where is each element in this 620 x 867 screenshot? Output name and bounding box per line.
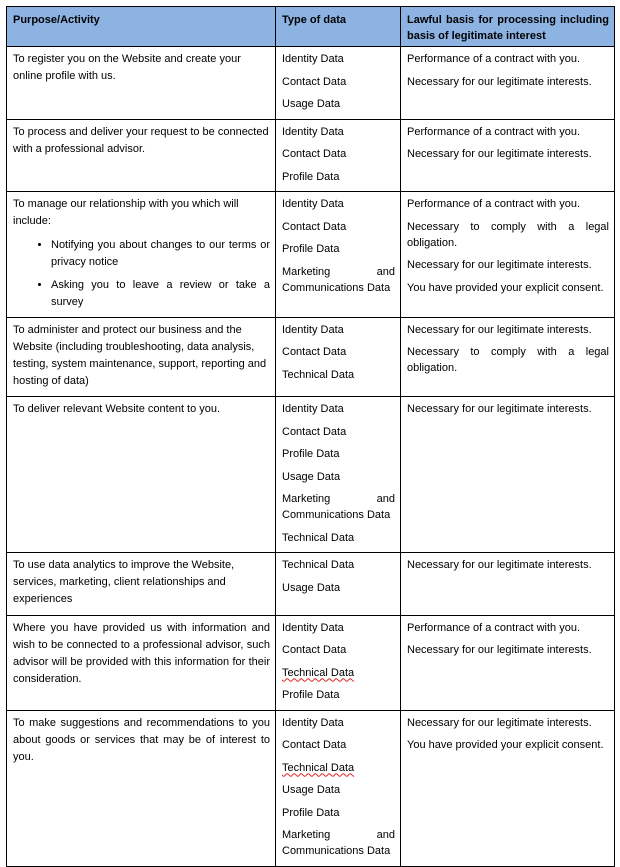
- purpose-cell: [7, 553, 276, 616]
- purpose-text: To use data analytics to improve the Website, services, marketing, client relationships and experiences: [13, 559, 235, 605]
- purpose-cell: [7, 192, 276, 318]
- type-of-data-cell: [276, 119, 401, 192]
- data-type-item: Profile Data: [282, 806, 340, 819]
- data-type-item: Marketing and Communications Data: [282, 265, 395, 294]
- purpose-bullet: • Notifying you about changes to our terms or privacy notice: [51, 237, 270, 271]
- data-type-item: Profile Data: [282, 243, 340, 255]
- table-row: [7, 192, 615, 318]
- table-row: [7, 47, 615, 120]
- data-type-item: Usage Data: [282, 581, 341, 594]
- lawful-basis-cell: [401, 192, 615, 318]
- data-type-item: Contact Data: [282, 148, 347, 160]
- data-type-item: Technical Data: [282, 761, 355, 774]
- data-type-item: Technical Data: [282, 559, 355, 571]
- lawful-basis-cell: [401, 47, 615, 120]
- data-type-item: Identity Data: [282, 621, 344, 634]
- data-type-item: Identity Data: [282, 403, 344, 415]
- data-type-item: Profile Data: [282, 170, 340, 183]
- lawful-basis-cell: [401, 615, 615, 710]
- lawful-basis-item: Necessary for our legitimate interests.: [407, 559, 592, 571]
- data-type-item: Contact Data: [282, 75, 347, 88]
- data-type-item: Identity Data: [282, 323, 344, 336]
- lawful-basis-item: Necessary for our legitimate interests.: [407, 75, 592, 88]
- purpose-text: To register you on the Website and create your online profile with us.: [13, 53, 241, 82]
- purpose-cell: [7, 710, 276, 866]
- purpose-cell: [7, 119, 276, 192]
- lawful-basis-item: Necessary for our legitimate interests.: [407, 403, 592, 415]
- purpose-cell: [7, 47, 276, 120]
- purpose-text: To administer and protect our business and the Website (including troubleshooting, data analysis, testing, system maintenance, support, reporting and hosting of data): [13, 323, 267, 387]
- lawful-basis-item: Necessary to comply with a legal obligation.: [407, 220, 609, 249]
- lawful-basis-table: [6, 6, 615, 867]
- data-type-item: Contact Data: [282, 739, 347, 751]
- header-row: [7, 7, 615, 47]
- table-row: [7, 397, 615, 553]
- data-type-item: Contact Data: [282, 644, 347, 656]
- data-type-item: Identity Data: [282, 716, 344, 729]
- data-type-item: Usage Data: [282, 98, 341, 110]
- purpose-cell: [7, 317, 276, 397]
- purpose-text: To make suggestions and recommendations to you about goods or services that may be of interest to you.: [13, 716, 270, 763]
- table-row: [7, 119, 615, 192]
- lawful-basis-item: Necessary to comply with a legal obligation.: [407, 346, 609, 374]
- lawful-basis-item: Necessary for our legitimate interests.: [407, 323, 592, 336]
- table-row: [7, 317, 615, 397]
- type-of-data-cell: [276, 553, 401, 616]
- type-of-data-cell: [276, 710, 401, 866]
- table-row: [7, 710, 615, 866]
- data-type-item: Identity Data: [282, 53, 344, 65]
- lawful-basis-item: Necessary for our legitimate interests.: [407, 644, 592, 656]
- data-type-item: Marketing and Communications Data: [282, 829, 395, 857]
- data-type-item: Profile Data: [282, 689, 340, 701]
- lawful-basis-item: Performance of a contract with you.: [407, 53, 581, 65]
- lawful-basis-cell: [401, 710, 615, 866]
- purpose-bullet-list: [13, 237, 270, 311]
- data-type-item: Technical Data: [282, 666, 355, 679]
- lawful-basis-item: You have provided your explicit consent.: [407, 281, 604, 294]
- lawful-basis-item: You have provided your explicit consent.: [407, 739, 604, 751]
- purpose-bullet: • Asking you to leave a review or take a survey: [51, 277, 270, 311]
- purpose-cell: [7, 397, 276, 553]
- data-type-item: Technical Data: [282, 368, 355, 381]
- header-purpose: Purpose/Activity: [7, 7, 276, 47]
- lawful-basis-cell: [401, 119, 615, 192]
- data-type-item: Profile Data: [282, 448, 340, 460]
- lawful-basis-item: Necessary for our legitimate interests.: [407, 716, 592, 729]
- table-row: [7, 615, 615, 710]
- table-row: [7, 553, 615, 616]
- lawful-basis-cell: [401, 317, 615, 397]
- data-type-item: Identity Data: [282, 198, 344, 210]
- purpose-text: To deliver relevant Website content to you.: [13, 403, 221, 415]
- data-type-item: Contact Data: [282, 346, 347, 358]
- purpose-text: To manage our relationship with you which will include:: [13, 198, 239, 227]
- data-type-item: Usage Data: [282, 784, 341, 796]
- data-type-item: Technical Data: [282, 531, 355, 544]
- lawful-basis-item: Performance of a contract with you.: [407, 125, 581, 138]
- type-of-data-cell: [276, 317, 401, 397]
- header-lawful-basis: Lawful basis for processing including basis of legitimate interest: [401, 7, 615, 47]
- purpose-cell: [7, 615, 276, 710]
- type-of-data-cell: [276, 192, 401, 318]
- lawful-basis-item: Performance of a contract with you.: [407, 621, 581, 634]
- data-type-item: Usage Data: [282, 470, 341, 483]
- type-of-data-cell: [276, 397, 401, 553]
- lawful-basis-item: Necessary for our legitimate interests.: [407, 148, 592, 160]
- lawful-basis-item: Performance of a contract with you.: [407, 198, 581, 210]
- purpose-text: To process and deliver your request to be connected with a professional advisor.: [13, 125, 269, 155]
- header-type-of-data: Type of data: [276, 7, 401, 47]
- lawful-basis-item: Necessary for our legitimate interests.: [407, 259, 592, 271]
- data-type-item: Marketing and Communications Data: [282, 493, 395, 521]
- type-of-data-cell: [276, 615, 401, 710]
- type-of-data-cell: [276, 47, 401, 120]
- data-type-item: Identity Data: [282, 125, 344, 138]
- data-type-item: Contact Data: [282, 220, 347, 233]
- lawful-basis-cell: [401, 553, 615, 616]
- data-type-item: Contact Data: [282, 425, 347, 438]
- purpose-text: Where you have provided us with information and wish to be connected to a professional advisor, such advisor will be provided with this information for their consideration.: [13, 621, 270, 685]
- lawful-basis-cell: [401, 397, 615, 553]
